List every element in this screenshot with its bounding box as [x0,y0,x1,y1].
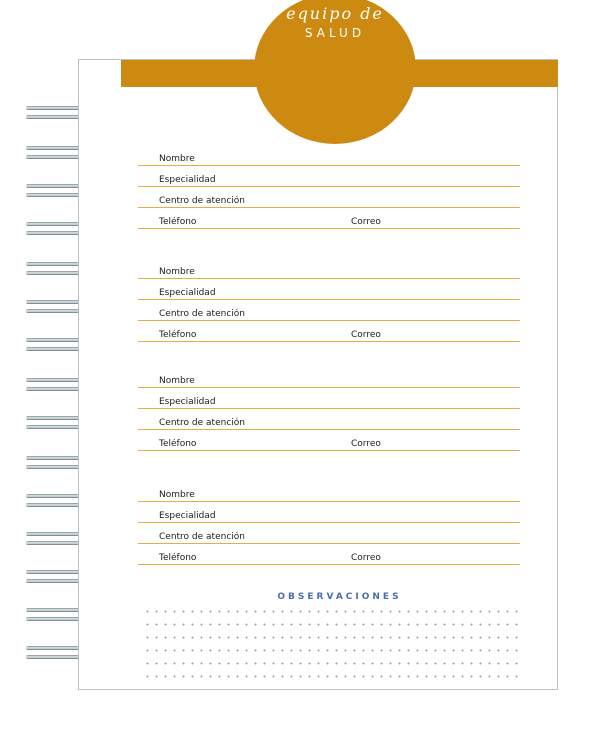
especialidad-label: Especialidad [159,511,216,521]
nombre-label: Nombre [159,490,195,500]
telefono-label: Teléfono [159,439,197,449]
nombre-field[interactable] [138,258,520,279]
nombre-label: Nombre [159,376,195,386]
observaciones-title: OBSERVACIONES [277,592,402,602]
notebook-page [78,4,558,690]
header-title-badge [254,0,416,144]
contact-block-1 [138,145,520,229]
centro-label: Centro de atención [159,532,245,542]
correo-label: Correo [351,217,381,227]
nombre-field[interactable] [138,367,520,388]
centro-label: Centro de atención [159,309,245,319]
nombre-field[interactable] [138,481,520,502]
observaciones-dot-grid[interactable] [143,605,519,683]
centro-label: Centro de atención [159,196,245,206]
telefono-correo-field[interactable] [138,430,520,451]
contact-block-4 [138,481,520,565]
nombre-field[interactable] [138,145,520,166]
especialidad-field[interactable] [138,166,520,187]
especialidad-field[interactable] [138,388,520,409]
especialidad-label: Especialidad [159,397,216,407]
correo-label: Correo [351,330,381,340]
correo-label: Correo [351,553,381,563]
telefono-correo-field[interactable] [138,544,520,565]
centro-field[interactable] [138,187,520,208]
centro-field[interactable] [138,523,520,544]
title-script: equipo de [286,4,384,23]
centro-field[interactable] [138,409,520,430]
telefono-correo-field[interactable] [138,321,520,342]
telefono-correo-field[interactable] [138,208,520,229]
correo-label: Correo [351,439,381,449]
especialidad-field[interactable] [138,502,520,523]
nombre-label: Nombre [159,267,195,277]
especialidad-label: Especialidad [159,175,216,185]
especialidad-label: Especialidad [159,288,216,298]
contact-block-3 [138,367,520,451]
title-caps: SALUD [304,26,366,40]
contact-block-2 [138,258,520,342]
telefono-label: Teléfono [159,553,197,563]
centro-field[interactable] [138,300,520,321]
centro-label: Centro de atención [159,418,245,428]
nombre-label: Nombre [159,154,195,164]
telefono-label: Teléfono [159,330,197,340]
especialidad-field[interactable] [138,279,520,300]
telefono-label: Teléfono [159,217,197,227]
